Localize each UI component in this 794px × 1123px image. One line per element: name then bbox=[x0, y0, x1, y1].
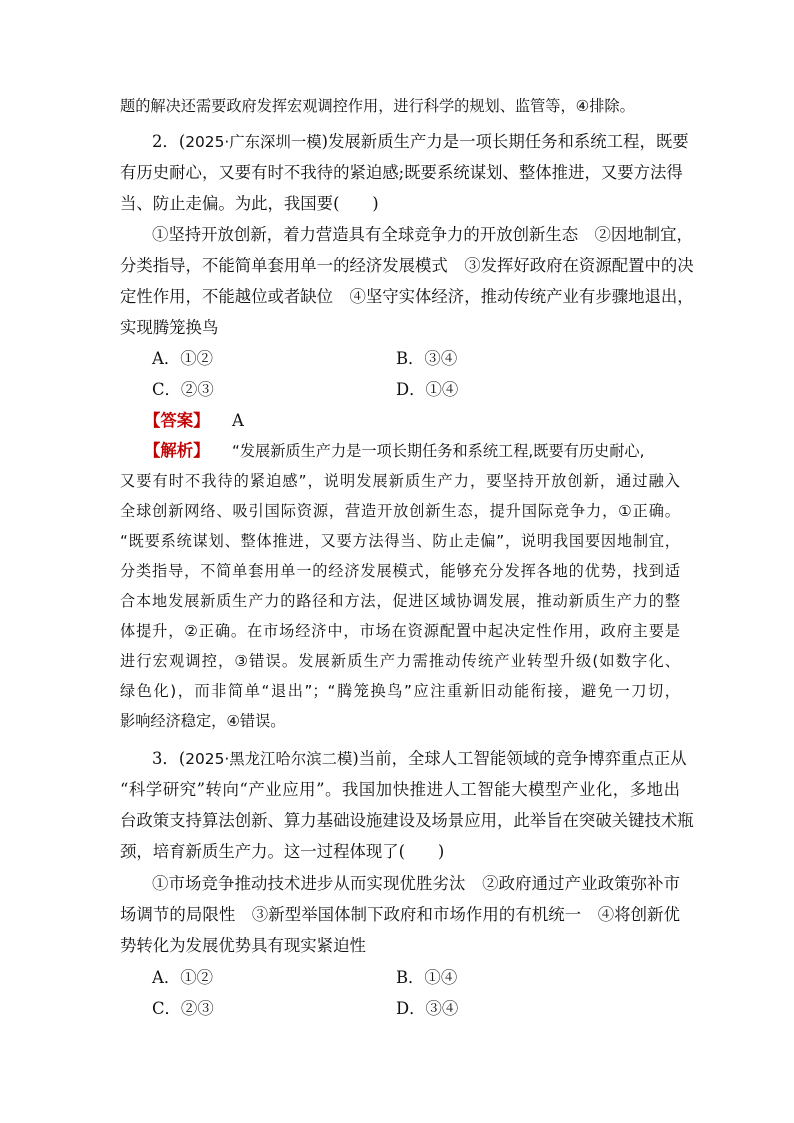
q2-analysis-tag: 【解析】 bbox=[144, 441, 210, 460]
q2-option-d: D．①④ bbox=[396, 380, 459, 399]
q2-analysis-line-1: “发展新质生产力是一项长期任务和系统工程,既要有历史耐心, bbox=[232, 442, 645, 460]
q2-stem-1-text: )发展新质生产力是一项长期任务和系统工程，既要 bbox=[321, 132, 689, 151]
q2-stem-line-3: 当、防止走偏。为此，我国要( ) bbox=[120, 194, 379, 213]
q2-number: 2．( bbox=[152, 132, 186, 151]
q2-analysis-line-2: 又要有时不我待的紧迫感”，说明发展新质生产力，要坚持开放创新，通过融入 bbox=[120, 472, 680, 490]
q2-option-a: A．①② bbox=[152, 349, 214, 368]
q2-analysis-line-10: 影响经济稳定，④错误。 bbox=[120, 712, 286, 730]
previous-analysis-tail: 题的解决还需要政府发挥宏观调控作用，进行科学的规划、监管等，④排除。 bbox=[120, 97, 635, 115]
q2-statement-line-3: 定性作用，不能越位或者缺位 ④坚守实体经济，推动传统产业有步骤地退出， bbox=[120, 287, 694, 306]
q3-stem-line-1 bbox=[152, 747, 687, 771]
q2-analysis-line-3: 全球创新网络、吸引国际资源，营造开放创新生态，提升国际竞争力，①正确。 bbox=[120, 502, 680, 520]
q3-number: 3．( bbox=[152, 749, 186, 768]
q2-option-c: C．②③ bbox=[152, 380, 214, 399]
q2-option-b: B．③④ bbox=[396, 349, 458, 368]
q3-statement-line-2: 场调节的局限性 ③新型举国体制下政府和市场作用的有机统一 ④将创新优 bbox=[120, 905, 680, 924]
q3-option-b: B．①④ bbox=[396, 968, 458, 987]
q3-option-a: A．①② bbox=[152, 968, 214, 987]
q2-analysis-line-5: 分类指导，不简单套用单一的经济发展模式，能够充分发挥各地的优势，找到适 bbox=[120, 562, 680, 580]
q3-option-c: C．②③ bbox=[152, 999, 214, 1018]
q2-analysis-line-4: “既要系统谋划、整体推进，又要方法得当、防止走偏”，说明我国要因地制宜， bbox=[120, 532, 680, 550]
q3-statement-line-3: 势转化为发展优势具有现实紧迫性 bbox=[120, 936, 366, 955]
q3-stem-1-text: )当前，全球人工智能领域的竞争博弈重点正从 bbox=[352, 749, 687, 768]
q2-statement-line-2: 分类指导，不能简单套用单一的经济发展模式 ③发挥好政府在资源配置中的决 bbox=[120, 256, 694, 275]
q2-analysis-line-9: 绿色化)，而非简单“退出”；“腾笼换鸟”应注重新旧动能衔接，避免一刀切， bbox=[120, 682, 680, 700]
q3-statement-line-1: ①市场竞争推动技术进步从而实现优胜劣汰 ②政府通过产业政策弥补市 bbox=[152, 874, 680, 893]
q3-source: 2025·黑龙江哈尔滨二模 bbox=[185, 750, 353, 768]
q3-stem-line-2: “科学研究”转向“产业应用”。我国加快推进人工智能大模型产业化，多地出 bbox=[120, 780, 680, 799]
q2-statement-line-4: 实现腾笼换鸟 bbox=[120, 318, 219, 337]
q3-stem-line-3: 台政策支持算法创新、算力基础设施建设及场景应用，此举旨在突破关键技术瓶 bbox=[120, 811, 694, 830]
q2-analysis-line-8: 进行宏观调控，③错误。发展新质生产力需推动传统产业转型升级(如数字化、 bbox=[120, 652, 680, 670]
q2-source: 2025·广东深圳一模 bbox=[185, 133, 322, 151]
q2-answer-tag: 【答案】 bbox=[144, 411, 210, 430]
q2-stem-line-2: 有历史耐心，又要有时不我待的紧迫感;既要系统谋划、整体推进，又要方法得 bbox=[120, 163, 683, 182]
q3-stem-line-4: 颈，培育新质生产力。这一过程体现了( ) bbox=[120, 842, 445, 861]
q2-stem-line-1 bbox=[152, 130, 689, 154]
q2-analysis-line-6: 合本地发展新质生产力的路径和方法，促进区域协调发展，推动新质生产力的整 bbox=[120, 592, 680, 610]
q3-option-d: D．③④ bbox=[396, 999, 459, 1018]
q2-analysis-line-7: 体提升，②正确。在市场经济中，市场在资源配置中起决定性作用，政府主要是 bbox=[120, 622, 680, 640]
q2-statement-line-1: ①坚持开放创新，着力营造具有全球竞争力的开放创新生态 ②因地制宜， bbox=[152, 225, 693, 244]
q2-answer-value: A bbox=[232, 411, 244, 430]
